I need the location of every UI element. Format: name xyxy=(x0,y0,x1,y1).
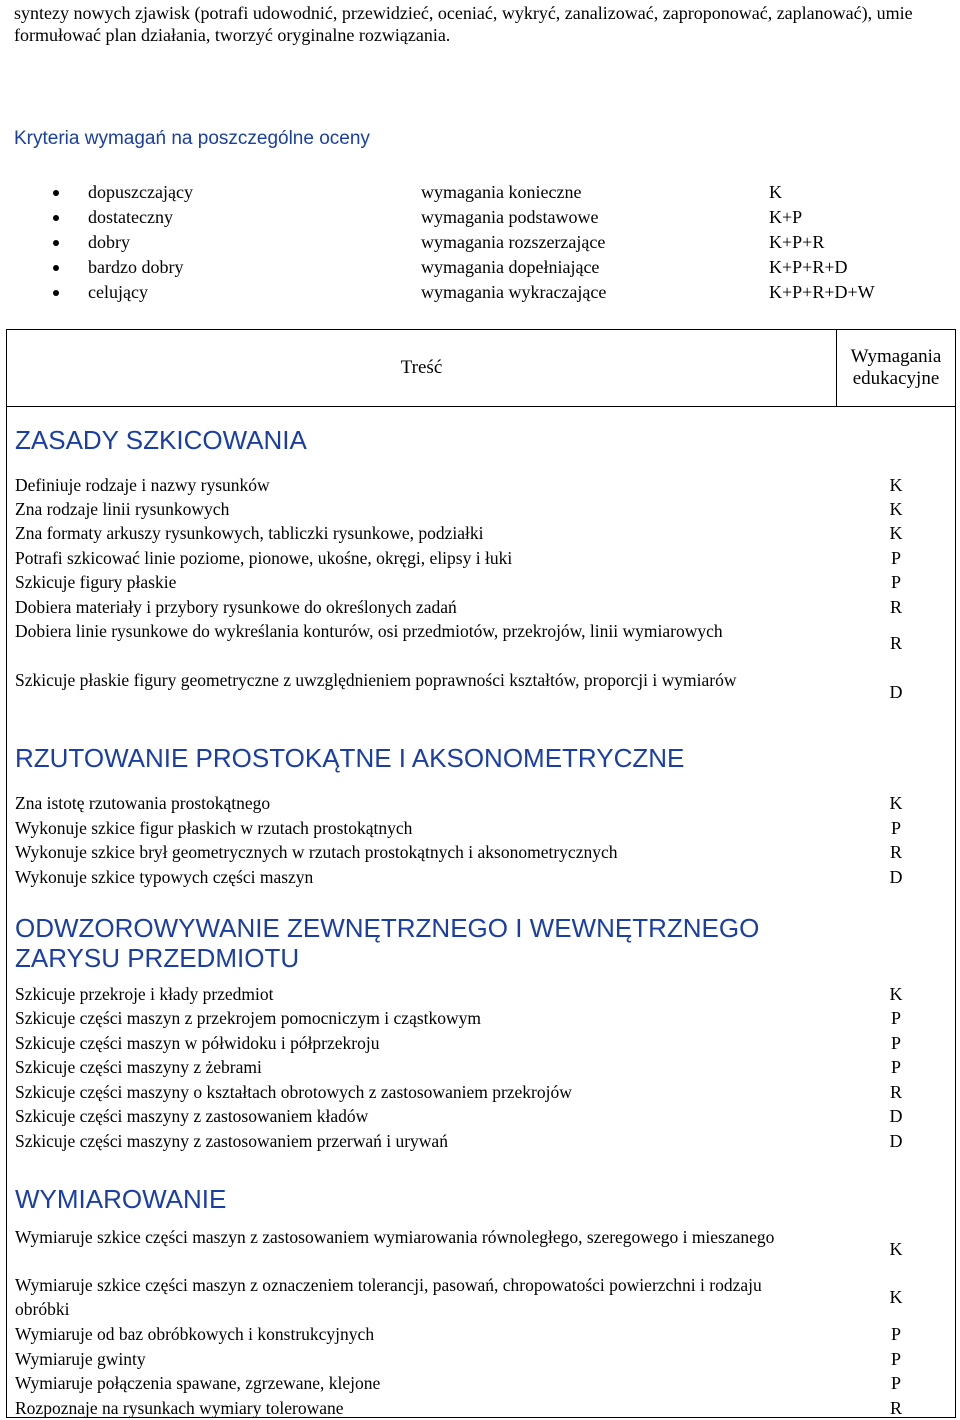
list-item: Zna istotę rzutowania prostokątnego xyxy=(15,793,271,813)
grade-name: dobry xyxy=(88,232,130,252)
grade-row xyxy=(0,180,960,205)
level-code: K xyxy=(889,499,903,519)
list-item: Dobiera linie rysunkowe do wykreślania konturów, osi przedmiotów, przekrojów, linii wymiarowych xyxy=(15,621,723,641)
level-code: D xyxy=(889,867,903,887)
bullet-icon xyxy=(53,190,59,196)
intro-paragraph: syntezy nowych zjawisk (potrafi udowodnić, przewidzieć, oceniać, wykryć, zanalizować, zaproponować, zaplanować), umie formułować plan działania, tworzyć oryginalne rozwiązania. xyxy=(14,3,913,45)
level-code: K xyxy=(889,793,903,813)
grade-code: K+P xyxy=(769,207,803,227)
section-title: ZASADY SZKICOWANIA xyxy=(15,425,307,455)
grade-code: K xyxy=(769,182,782,202)
level-code: D xyxy=(889,1106,903,1126)
level-code: K xyxy=(889,523,903,543)
grade-code: K+P+R xyxy=(769,232,825,252)
list-item: Szkicuje części maszyn z przekrojem pomocniczym i cząstkowym xyxy=(15,1008,482,1028)
list-item: Wymiaruje szkice części maszyn z oznaczeniem tolerancji, pasowań, chropowatości powierzchni i rodzaju obróbki xyxy=(15,1275,762,1319)
list-item: Definiuje rodzaje i nazwy rysunków xyxy=(15,475,270,495)
list-item: Wykonuje szkice brył geometrycznych w rzutach prostokątnych i aksonometrycznych xyxy=(15,842,618,862)
list-item: Zna formaty arkuszy rysunkowych, tabliczki rysunkowe, podziałki xyxy=(15,523,484,543)
list-item: Szkicuje części maszyny o kształtach obrotowych z zastosowaniem przekrojów xyxy=(15,1082,572,1102)
grade-name: dostateczny xyxy=(88,207,173,227)
level-code: P xyxy=(890,1057,901,1077)
list-item: Szkicuje części maszyny z zastosowaniem przerwań i urywań xyxy=(15,1131,448,1151)
list-item: Szkicuje przekroje i kłady przedmiot xyxy=(15,984,274,1004)
list-item: Zna rodzaje linii rysunkowych xyxy=(15,499,230,519)
list-item: Szkicuje części maszyn w półwidoku i półprzekroju xyxy=(15,1033,380,1053)
grade-code: K+P+R+D xyxy=(769,257,848,277)
list-item: Wymiaruje szkice części maszyn z zastosowaniem wymiarowania równoległego, szeregowego i mieszanego xyxy=(15,1227,775,1247)
level-code: R xyxy=(889,633,902,653)
grade-requirement: wymagania podstawowe xyxy=(421,207,599,227)
level-code: D xyxy=(889,1131,903,1151)
grade-name: dopuszczający xyxy=(88,182,193,202)
list-item: Wykonuje szkice typowych części maszyn xyxy=(15,867,314,887)
level-code: P xyxy=(890,572,901,592)
level-code: P xyxy=(890,1008,901,1028)
level-code: P xyxy=(890,1349,901,1369)
list-item: Szkicuje części maszyny z zastosowaniem kładów xyxy=(15,1106,369,1126)
level-code: K xyxy=(889,475,903,495)
level-code: K xyxy=(889,1239,903,1259)
section-title: WYMIAROWANIE xyxy=(15,1184,227,1214)
level-code: P xyxy=(890,1324,901,1344)
list-item: Wymiaruje gwinty xyxy=(15,1349,146,1369)
header-requirements: Wymagania edukacyjne xyxy=(837,330,956,407)
grade-requirement: wymagania wykraczające xyxy=(421,282,607,302)
grade-requirement: wymagania dopełniające xyxy=(421,257,600,277)
grade-row xyxy=(0,255,960,280)
level-code: R xyxy=(889,1398,902,1418)
list-item: Wymiaruje połączenia spawane, zgrzewane, klejone xyxy=(15,1373,381,1393)
level-code: D xyxy=(889,682,903,702)
table-header-row xyxy=(7,330,956,407)
grade-code: K+P+R+D+W xyxy=(769,282,875,302)
grade-row xyxy=(0,205,960,230)
list-item: Szkicuje płaskie figury geometryczne z uwzględnieniem poprawności kształtów, proporcji i wymiarów xyxy=(15,670,737,690)
list-item: Dobiera materiały i przybory rysunkowe do określonych zadań xyxy=(15,597,457,617)
list-item: Potrafi szkicować linie poziome, pionowe, ukośne, okręgi, elipsy i łuki xyxy=(15,548,513,568)
level-code: P xyxy=(890,818,901,838)
level-code: R xyxy=(889,597,902,617)
level-code: P xyxy=(890,1033,901,1053)
grade-requirement: wymagania rozszerzające xyxy=(421,232,606,252)
list-item: Szkicuje części maszyny z żebrami xyxy=(15,1057,262,1077)
grade-row xyxy=(0,280,960,305)
requirements-table xyxy=(6,329,956,1418)
list-item: Rozpoznaje na rysunkach wymiary tolerowane xyxy=(15,1398,344,1418)
bullet-icon xyxy=(53,265,59,271)
table-body xyxy=(7,407,956,1418)
level-code: K xyxy=(889,984,903,1004)
table-body-row xyxy=(7,407,956,1418)
level-code: R xyxy=(889,1082,902,1102)
grade-row xyxy=(0,230,960,255)
list-item: Szkicuje figury płaskie xyxy=(15,572,177,592)
section-title: ODWZOROWYWANIE ZEWNĘTRZNEGO I WEWNĘTRZNEGO ZARYSU PRZEDMIOTU xyxy=(15,913,760,973)
header-content: Treść xyxy=(7,330,837,407)
list-item: Wykonuje szkice figur płaskich w rzutach prostokątnych xyxy=(15,818,413,838)
criteria-title: Kryteria wymagań na poszczególne oceny xyxy=(14,128,370,149)
grade-name: bardzo dobry xyxy=(88,257,184,277)
list-item: Wymiaruje od baz obróbkowych i konstrukcyjnych xyxy=(15,1324,375,1344)
bullet-icon xyxy=(53,290,59,296)
section-title: RZUTOWANIE PROSTOKĄTNE I AKSONOMETRYCZNE xyxy=(15,743,685,773)
grade-requirement: wymagania konieczne xyxy=(421,182,582,202)
level-code: K xyxy=(889,1287,903,1307)
grade-name: celujący xyxy=(88,282,148,302)
level-code: R xyxy=(889,842,902,862)
bullet-icon xyxy=(53,240,59,246)
bullet-icon xyxy=(53,215,59,221)
level-code: P xyxy=(890,1373,901,1393)
level-code: P xyxy=(890,548,901,568)
